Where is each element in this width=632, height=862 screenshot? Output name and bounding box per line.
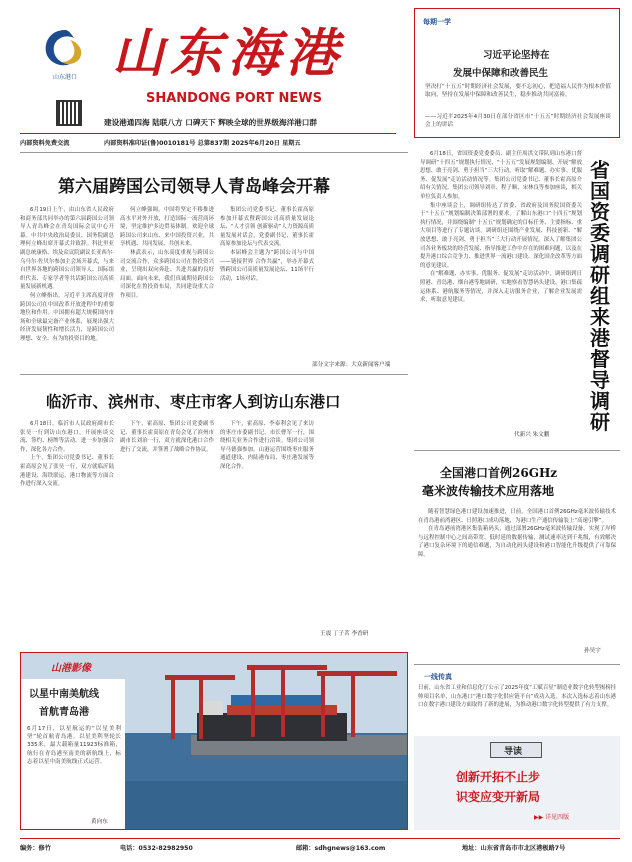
story3-body [418,508,616,640]
arrow-right-icon: ▶▶ [534,814,544,821]
qr-code [56,100,82,126]
story3-byline: 孙昊宇 [584,648,601,654]
guide-ref[interactable] [534,812,569,821]
right-story-body [420,150,582,440]
footer-editor: 编务：修竹 [20,845,51,852]
info-line: 内部资料免费交流 [20,140,70,147]
story2-paragraph: 下午，霍高原、李泰利会见了来访的枣庄市委副书记、市长曹军一行，围绕相关业务合作进行洽谈。集团公司领导马德强参加。山港运营围绕枣庄服务通道建设、内陆港布局、枣庄港发展等深化合作。 [220,421,314,470]
story-summit [20,152,408,372]
guide-ref-label: 详见四版 [545,814,570,821]
story2-col3 [220,420,314,640]
guide-line-1: 创新开拓不止步 [456,770,541,784]
right-story-headline: 省国资委调研组来港督导调研 [590,158,610,434]
photo-brand: 山港影像 [51,663,91,674]
story1-paragraph: 本届峰会主题为“跨国公司与中国——链接世界 合作共赢”，举办开幕式暨跨国公司高质量发展论坛、11场平行活动，1场对话。 [220,249,314,282]
divider [414,450,620,451]
footer [20,838,620,854]
story2-col2 [120,420,214,640]
divider [414,664,620,665]
footer-email[interactable]: 邮箱：sdhgnews@163.com [296,845,386,852]
divider [20,374,408,375]
photo-caption-card [21,679,125,830]
daily-study-box [414,8,620,138]
right-story [414,150,626,440]
story1-paragraph: 林武表示，山东高度重视与跨国公司交流合作，众多跨国公司在鲁投资兴业，呈现出双向奔赴、共进共赢的良好局面。面向未来，我们真诚期待跨国公司深化在鲁投资布局，共同建设重大合作项目。 [120,249,214,299]
footer-address: 地址：山东省青岛市市北区港极路7号 [462,845,566,852]
frontline-body: 日前，山东省工业和信息化厅公示了2025年度“工赋百星”制造业数字化转型揭榜挂帅项目名单，山东港口“港口数字化供应链平台”成功入选。本次入选标志着山东港口在数字港口建设方面取得了新的进展，为推动港口数字化转型提供了有力支撑。 [418,685,616,709]
story2-headline: 临沂市、滨州市、枣庄市客人到访山东港口 [46,392,341,411]
story-city-visits [20,374,408,644]
photo-caption: 6月17日，以星航运的“以星美利坚”轮首航青岛港。以星美利坚轮长335米，最大载箱量11923标准箱，航行在青岛港至南美的新航线上，标志着以星中南美航线正式运营。 [27,726,121,765]
story2-byline: 王震 丁子茗 李香研 [320,631,369,637]
port-logo [40,26,90,80]
story2-paragraph: 上午，集团公司党委书记、董事长霍高原会见了张昊一行，双方就临沂陆港建设、海铁联运、港口物流等方面合作进行深入交流。 [20,455,114,488]
guide-box [414,736,620,830]
issue-line: 内部资料准印证(鲁)0010181号 总第837期 2025年6月20日 星期五 [104,140,301,147]
right-story-paragraph: 6月18日，省国资委党委委员、副主任周洪文带队到山东港口督导调研“十四五”规划执行情况、“十五五”发展规划编制、开展“解放思想、敢于亮剑、勇于担当”三大行动，听取“解难题、办实事、优服务、促发展”走访活动情况等。集团公司党委书记、董事长霍高原介绍有关情况。集团公司领导刘章、程子顺、宋林良等参加座谈，相关单位负责人参加。 [420,151,582,200]
daily-study-kicker: 每期一学 [423,18,451,26]
photo-title-2: 首航青岛港 [39,707,89,718]
story1-paragraph: 何立峰强调，中国将坚定不移推进高水平对外开放，打造国际一流营商环境，坚定维护多边贸易体制。欢迎全球跨国公司来山东、来中国投资兴业，共享机遇、共同发展、共创未来。 [120,207,214,248]
story3-paragraph: 随着智慧绿色港口建设加速推进，日前，全国港口首例26GHz毫米波传输技术在青岛港前湾港区、日照港口成功落地，为港口生产通信传输装上“高速引擎”。 [418,509,616,524]
story1-headline: 第六届跨国公司领导人青岛峰会开幕 [58,177,330,197]
divider [20,152,408,153]
quote-title-2: 发展中保障和改善民生 [453,68,549,79]
right-story-paragraph: 在“解难题、办实事、优服务、促发展”走访活动中，调研组到日照港、青岛港、烟台港等地调研，实地察看智慧码头建设、港口集疏运体系、港航服务等情况，并深入走访服务企业，了解企业发展需求，听取意见建议。 [420,271,582,304]
story1-paragraph: 何立峰指出，习近平主席高度评价跨国公司在中国改革开放进程中的重要地位和作用。中国拥有超大规模国内市场和全球最完备产业体系，展现出强大经济发展韧性和增长活力，是跨国公司理想、安全、有为的投资目的地。 [20,292,114,342]
masthead-rule [20,133,396,134]
story1-byline: 部分文字来源：大众新闻客户端 [312,362,391,368]
photo-title-1: 以星中南美航线 [29,689,99,700]
guide-kicker: 导读 [504,747,523,757]
footer-phone: 电话：0532-82982950 [120,845,193,852]
story2-col1 [20,420,114,640]
story1-col3 [220,206,314,366]
frontline-brief [414,664,620,722]
quote-title-1: 习近平论坚持在 [483,50,550,61]
story3-headline-1: 全国港口首例26GHz [440,466,558,480]
quote-body: 坚决打“十五五”时期经济社会发展，要不忘初心，把造福人民作为根本价值取向，坚持在发展中保障和改善民生，稳步推动共同富裕。 [425,84,611,98]
frontline-kicker: 一线传真 [424,673,452,681]
story3-paragraph: 在青岛港前湾港区集装箱码头，通过部署26GHz毫米波传输设备，实现了岸桥与远程控制中心之间高带宽、低时延的数据传输，测试速率达到千兆级，有效解决了港口复杂环境下的通信难题，为自动化码头建设和港口智能化升级提供了可靠保障。 [418,526,616,558]
photo-story [20,652,408,830]
story1-col2 [120,206,214,366]
masthead-title: 山东海港 [112,23,345,84]
story-26ghz [414,450,620,660]
photo-byline: 黄向东 [91,819,108,825]
right-story-byline: 代新兴 朱文鹏 [514,432,550,438]
story1-col1 [20,206,114,366]
story3-headline-2: 毫米波传输技术应用落地 [422,484,555,498]
quote-source: ——习近平2025年4月30日在部分省区市“十五五”时期经济社会发展座谈会上的讲话 [425,114,611,128]
guide-line-2: 识变应变开新局 [456,790,541,804]
right-story-paragraph: 集中座谈会上，调研组传达了省委、省政府及国务院国资委关于“十五五”规划编制决策部署的要求。了解山东港口“十四五”规划执行情况，并围绕编制“十五五”规划确定的目标任务、主要指标、重大项目等进行了专题访谈。调研组还围绕产业发展、科技创新、“解放思想、敢于亮剑、勇于担当”三大行动开展情况，深入了解集团公司各业务板块的经营发展、指导推进工作中存在的困难问题，以及在提升港口综合竞争力、推进世界一流港口建设、深化国企改革等方面的意见建议。 [420,202,582,269]
story2-paragraph: 下午，霍高原、集团公司党委副书记、董事长霍高原在青岛会见了滨州市副市长刘治一行，双方就深化港口合作进行了交流，并签署了战略合作协议。 [120,421,214,453]
slogan: 建设港通四海 陆联八方 口碑天下 辉映全球的世界级海洋港口群 [104,118,317,127]
logo-caption: 山东港口 [52,74,77,81]
masthead-subtitle: SHANDONG PORT NEWS [146,91,322,106]
masthead [0,0,400,150]
story1-paragraph: 集团公司党委书记、董事长霍高原参加开幕式暨跨国公司高质量发展论坛、“人才引领 创新驱动”人力资源高质量发展对话会，党委副书记、董事长霍高原参加论坛与代表交流。 [220,207,314,248]
story1-paragraph: 6月19日上午，由山东省人民政府和商务部共同举办的第六届跨国公司领导人青岛峰会在青岛国际会议中心开幕。中共中央政治局委员、国务院副总理何立峰出席开幕式并致辞。科比里亚副总统康格、埃及众议院副议长亚西尔·乌马尔·佐贝尔参加主会场开幕式，与来自世界各地的跨国公司领导人、国际组织代表、专家学者等共话跨国公司高质量发展新机遇。 [20,207,114,291]
story2-paragraph: 6月18日，临沂市人民政府副市长张昊一行到访山东港口，开展座谈交流、签约、榜牌等活动。进一步加强合作，深化各方合作。 [20,421,114,453]
port-logo-icon [40,26,90,70]
